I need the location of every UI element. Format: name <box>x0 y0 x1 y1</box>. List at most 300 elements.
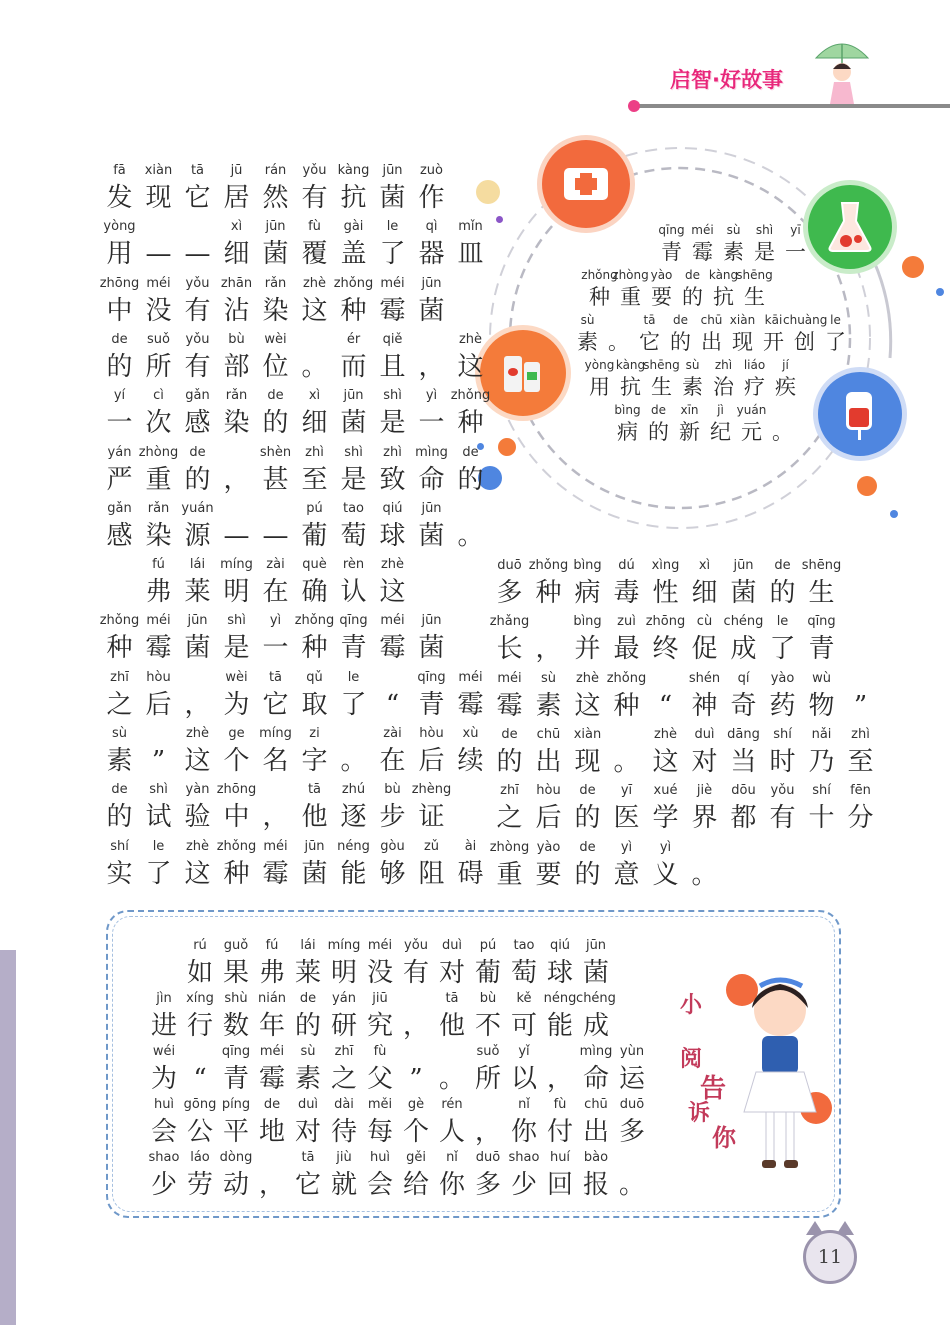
decor-dot <box>890 510 898 518</box>
hanzi: 霉 <box>457 689 484 720</box>
hanzi-cell <box>802 557 841 613</box>
hanzi: 他 <box>301 802 328 833</box>
pinyin: kě <box>516 991 532 1006</box>
pinyin: zhè <box>185 726 210 741</box>
pinyin: zhǒng <box>216 838 257 854</box>
pinyin: de <box>462 444 479 460</box>
hanzi: 待 <box>330 1117 357 1147</box>
pinyin: qīng <box>221 1044 251 1059</box>
hanzi: 素 <box>106 746 133 776</box>
hanzi: 多 <box>474 1170 501 1200</box>
hanzi: 之 <box>330 1064 357 1094</box>
hanzi: 弗 <box>145 577 172 608</box>
page-edge-tab <box>0 950 16 1325</box>
pinyin: néng <box>337 838 370 854</box>
hanzi: 盖 <box>340 239 367 270</box>
hanzi: 源 <box>184 520 211 551</box>
hanzi: ， <box>223 464 250 495</box>
hanzi: 一 <box>785 240 806 264</box>
pinyin: fú <box>265 938 279 953</box>
hanzi: 取 <box>301 689 328 720</box>
pinyin: qì <box>425 219 438 235</box>
pinyin: le <box>386 219 399 235</box>
pinyin: zhōng <box>99 275 140 291</box>
pinyin: qǔ <box>306 669 323 685</box>
pinyin: shí <box>773 726 792 742</box>
hanzi: 毒 <box>613 578 640 608</box>
pinyin: xiàn <box>729 313 756 327</box>
hanzi: 它 <box>262 689 289 720</box>
pinyin: duì <box>441 938 463 953</box>
pinyin: jūn <box>585 938 607 953</box>
hanzi: 实 <box>106 858 133 889</box>
pinyin: sù <box>726 223 741 237</box>
pinyin: wéi <box>152 1044 176 1059</box>
hanzi: 命 <box>418 464 445 495</box>
pinyin: yòng <box>103 219 136 235</box>
pinyin: zhǒng <box>99 613 140 629</box>
pinyin: bù <box>228 331 245 347</box>
hanzi: 素 <box>535 690 562 721</box>
hanzi: 学 <box>652 803 679 834</box>
hanzi: 。 <box>618 1170 645 1200</box>
pinyin: le <box>152 838 165 854</box>
pinyin: míng <box>220 557 253 573</box>
hanzi: ” <box>409 1064 423 1094</box>
pinyin: hòu <box>419 726 444 741</box>
hanzi-cell <box>736 267 773 312</box>
first-aid-kit-icon <box>542 140 630 228</box>
hanzi: 神 <box>691 690 718 721</box>
story-text-right <box>489 557 874 897</box>
hanzi: 种 <box>301 633 328 664</box>
pinyin: qiú <box>549 938 571 953</box>
pinyin: yǒu <box>302 163 327 178</box>
hanzi: 纪 <box>710 420 731 444</box>
pinyin: de <box>299 991 317 1006</box>
pinyin: qīng <box>658 223 685 237</box>
pinyin: zhī <box>110 669 129 685</box>
hanzi: 新 <box>679 420 700 444</box>
hanzi: 能 <box>340 858 367 889</box>
pinyin: de <box>685 268 700 282</box>
hanzi: ， <box>402 1011 429 1041</box>
pinyin: de <box>673 313 688 327</box>
hanzi: 青 <box>661 240 682 264</box>
pinyin: shēng <box>736 268 773 282</box>
text-line <box>146 990 666 1046</box>
hanzi: 一 <box>262 633 289 664</box>
pinyin: chū <box>536 726 561 742</box>
pinyin: cù <box>696 614 713 630</box>
hanzi: ， <box>184 689 211 720</box>
hanzi: 种 <box>106 633 133 664</box>
pinyin: bìng <box>614 403 641 417</box>
pinyin: bìng <box>573 614 602 630</box>
hanzi: 的 <box>670 330 691 354</box>
hanzi: 中 <box>223 802 250 833</box>
hanzi: 感 <box>106 520 133 551</box>
hanzi: 平 <box>222 1117 249 1147</box>
pinyin: zhè <box>575 670 600 686</box>
hanzi: 没 <box>145 295 172 326</box>
hanzi: — <box>223 520 250 551</box>
hanzi: 霉 <box>262 858 289 889</box>
hanzi-cell <box>412 162 451 218</box>
text-line <box>490 557 850 613</box>
hanzi: 病 <box>617 420 638 444</box>
hanzi: 碍 <box>457 858 484 889</box>
pinyin: de <box>263 1097 281 1112</box>
pinyin: tao <box>342 500 365 516</box>
pinyin: sù <box>300 1044 316 1059</box>
pinyin: rén <box>441 1097 463 1112</box>
pinyin: suǒ <box>147 331 170 347</box>
pinyin: yì <box>620 839 633 855</box>
hanzi: 有 <box>769 803 796 834</box>
hanzi-cell <box>614 1043 650 1099</box>
pinyin: rǎn <box>264 275 287 291</box>
pinyin: wù <box>812 670 831 686</box>
hanzi: 这 <box>457 351 484 382</box>
pinyin: zhè <box>380 557 405 573</box>
tip-label-char: 阅 <box>680 1047 703 1072</box>
hanzi: 每 <box>366 1117 393 1147</box>
hanzi-cell <box>820 312 851 357</box>
pinyin: duō <box>497 558 522 573</box>
hanzi: 用 <box>106 239 133 270</box>
hanzi: 种 <box>589 285 610 309</box>
hanzi: 之 <box>106 689 133 720</box>
hanzi: 它 <box>294 1170 321 1200</box>
hanzi: ， <box>474 1117 501 1147</box>
text-line <box>100 275 470 331</box>
hanzi: — <box>145 239 172 270</box>
hanzi: 可 <box>510 1011 537 1041</box>
hanzi <box>146 955 182 991</box>
pinyin <box>608 1149 656 1167</box>
text-line <box>146 1043 666 1099</box>
pinyin: shí <box>812 783 831 799</box>
pinyin: zhú <box>341 782 366 798</box>
hanzi: 在 <box>379 746 406 776</box>
text-line <box>572 222 822 267</box>
pinyin: yùn <box>619 1044 645 1059</box>
hanzi: 的 <box>648 420 669 444</box>
pinyin: méi <box>259 1044 285 1059</box>
pinyin: nián <box>257 991 287 1006</box>
pinyin: zài <box>266 557 285 573</box>
pinyin: wèi <box>264 331 287 347</box>
decor-dot <box>498 438 516 456</box>
pinyin: nǐ <box>446 1150 458 1165</box>
pinyin: gòu <box>380 838 405 854</box>
pinyin: de <box>579 839 596 855</box>
pinyin: zuì <box>617 614 636 630</box>
hanzi-cell <box>451 387 490 443</box>
hanzi: 染 <box>262 295 289 326</box>
pinyin: shén <box>688 670 721 686</box>
hanzi: “ <box>658 690 673 721</box>
hanzi: 莱 <box>184 577 211 608</box>
pinyin: dāng <box>727 726 760 742</box>
hanzi: 都 <box>730 803 757 834</box>
hanzi: “ <box>193 1064 207 1094</box>
pinyin: shèn <box>259 444 292 460</box>
pinyin: dōu <box>731 783 756 799</box>
hanzi: 。 <box>340 746 367 776</box>
text-line <box>100 669 484 725</box>
hanzi: 素 <box>294 1064 321 1094</box>
pinyin: jí <box>782 358 789 372</box>
pinyin: dài <box>334 1097 354 1112</box>
circle-caption-text <box>572 222 846 452</box>
hanzi: 了 <box>379 239 406 270</box>
pinyin: shì <box>755 223 774 237</box>
blood-bag-icon <box>818 372 902 456</box>
hanzi: 一 <box>106 408 133 439</box>
pinyin: gài <box>343 219 364 235</box>
hanzi: 细 <box>223 239 250 270</box>
hanzi: 长 <box>496 634 523 665</box>
decor-dot <box>857 476 877 496</box>
hanzi: 以 <box>510 1064 537 1094</box>
pinyin: nǐ <box>518 1097 530 1112</box>
hanzi: 染 <box>223 408 250 439</box>
pinyin: zuò <box>419 163 444 178</box>
hanzi: 素 <box>682 375 703 399</box>
hanzi: 它 <box>639 330 660 354</box>
hanzi-cell <box>412 275 451 331</box>
hanzi: 多 <box>618 1117 645 1147</box>
pinyin: qīng <box>417 669 446 685</box>
pinyin: rú <box>193 938 207 953</box>
pinyin: qí <box>737 670 750 686</box>
text-line <box>100 387 491 443</box>
pinyin: yǒu <box>770 783 795 799</box>
hanzi: 明 <box>330 958 357 988</box>
pinyin: zài <box>383 726 402 741</box>
hanzi: 有 <box>184 351 211 382</box>
hanzi: 重 <box>620 285 641 309</box>
hanzi: 地 <box>258 1117 285 1147</box>
hanzi: 有 <box>184 295 211 326</box>
hanzi: 菌 <box>379 183 406 213</box>
hanzi: 感 <box>184 408 211 439</box>
hanzi: 疾 <box>775 375 796 399</box>
pinyin: zhǒng <box>581 268 618 282</box>
pinyin: de <box>111 331 128 347</box>
pinyin: zhǒng <box>528 558 569 573</box>
pinyin: pú <box>306 500 323 516</box>
pinyin: píng <box>221 1097 251 1112</box>
hanzi: 至 <box>847 746 874 777</box>
pinyin: sù <box>111 726 127 741</box>
pinyin: mìng <box>579 1044 613 1059</box>
hanzi: 是 <box>379 408 406 439</box>
pinyin: yī <box>620 783 633 799</box>
hanzi: 会 <box>366 1170 393 1200</box>
hanzi-cell <box>767 402 798 447</box>
pinyin: xiàn <box>144 163 173 178</box>
hanzi-cell <box>451 331 490 387</box>
hanzi: 最 <box>613 634 640 665</box>
hanzi: 青 <box>340 633 367 664</box>
decor-dot <box>902 256 924 278</box>
hanzi: 。 <box>608 330 629 354</box>
pinyin: jiè <box>696 783 713 799</box>
hanzi: ， <box>262 802 289 833</box>
pinyin <box>761 402 804 418</box>
pinyin: liáo <box>743 358 766 372</box>
hanzi: 后 <box>145 689 172 720</box>
pinyin: jì <box>717 403 724 417</box>
pinyin: shí <box>110 838 129 854</box>
hanzi: 时 <box>769 746 796 777</box>
hanzi: 名 <box>262 746 289 776</box>
pinyin: de <box>111 782 128 798</box>
hanzi: 种 <box>535 578 562 608</box>
hanzi: 就 <box>330 1170 357 1200</box>
pinyin: chuàng <box>783 313 828 327</box>
text-line <box>100 218 484 274</box>
hanzi: 。 <box>438 1064 465 1094</box>
hanzi-cell <box>578 990 614 1046</box>
pinyin: jūn <box>265 219 286 235</box>
decor-dot <box>476 180 500 204</box>
hanzi: 青 <box>222 1064 249 1094</box>
text-line <box>490 839 850 895</box>
text-line <box>490 782 874 838</box>
pinyin: yì <box>269 613 282 629</box>
pinyin: hòu <box>536 783 561 799</box>
pinyin: zhān <box>220 275 253 291</box>
hanzi-cell <box>451 444 490 500</box>
hanzi: 为 <box>150 1064 177 1094</box>
hanzi: 究 <box>366 1011 393 1041</box>
hanzi: 菌 <box>262 239 289 270</box>
pinyin: lái <box>300 938 316 953</box>
pinyin: yòng <box>584 358 615 372</box>
hanzi: 的 <box>682 285 703 309</box>
tip-label-char: 你 <box>712 1124 736 1152</box>
pinyin: xīn <box>680 403 699 417</box>
pinyin: shì <box>344 444 363 460</box>
hanzi: 菌 <box>418 633 445 664</box>
hanzi: 菌 <box>418 295 445 326</box>
hanzi: 器 <box>418 239 445 270</box>
hanzi: 青 <box>418 689 445 720</box>
text-line <box>100 162 470 218</box>
pinyin: jūn <box>421 613 442 629</box>
pinyin: lái <box>189 557 206 573</box>
pinyin: ge <box>228 726 245 741</box>
hanzi: 的 <box>496 746 523 777</box>
hanzi: 莱 <box>294 958 321 988</box>
pinyin: jūn <box>421 500 442 516</box>
pinyin: rèn <box>342 557 365 573</box>
pinyin <box>679 839 730 857</box>
hanzi: 发 <box>106 183 133 213</box>
decor-dot <box>936 288 944 296</box>
pinyin: zhǒng <box>333 275 374 291</box>
hanzi: 疗 <box>744 375 765 399</box>
pinyin: zhǒng <box>450 388 491 404</box>
hanzi: 能 <box>546 1011 573 1041</box>
text-line <box>146 937 666 993</box>
pinyin: tao <box>513 938 535 953</box>
pinyin: tā <box>301 1150 315 1165</box>
hanzi: 作 <box>418 183 445 213</box>
hanzi: 病 <box>574 578 601 608</box>
hanzi: 出 <box>535 746 562 777</box>
hanzi: 位 <box>262 351 289 382</box>
page-number: 11 <box>803 1230 857 1284</box>
pinyin: yuán <box>181 500 214 516</box>
pinyin: cì <box>153 388 164 404</box>
hanzi: 弗 <box>258 958 285 988</box>
pinyin: zhì <box>383 444 402 460</box>
pinyin: ér <box>346 331 361 347</box>
pinyin: bìng <box>573 558 602 573</box>
hanzi: 萄 <box>340 520 367 551</box>
pinyin: de <box>501 726 518 742</box>
cheerleader-girl-icon <box>720 962 840 1182</box>
hanzi: 重 <box>496 859 523 890</box>
pinyin: fù <box>308 219 321 235</box>
hanzi-cell <box>841 726 880 782</box>
hanzi: 成 <box>582 1011 609 1041</box>
hanzi-cell <box>412 781 451 837</box>
hanzi: 严 <box>106 464 133 495</box>
pinyin: fù <box>553 1097 567 1112</box>
hanzi: 致 <box>379 464 406 495</box>
pinyin: yào <box>650 268 673 282</box>
pinyin: tā <box>190 163 205 178</box>
hanzi-cell <box>451 500 490 556</box>
hanzi: 沾 <box>223 295 250 326</box>
hanzi: 在 <box>262 577 289 608</box>
hanzi: 后 <box>418 746 445 776</box>
hanzi: 球 <box>379 520 406 551</box>
pinyin: méi <box>367 938 393 953</box>
hanzi: 素 <box>577 330 598 354</box>
hanzi: 霉 <box>496 690 523 721</box>
hanzi: 续 <box>457 746 484 776</box>
pinyin: xiàn <box>573 726 602 742</box>
hanzi: 霉 <box>379 633 406 664</box>
hanzi: 菌 <box>418 520 445 551</box>
hanzi: 对 <box>691 746 718 777</box>
hanzi: 界 <box>691 803 718 834</box>
hanzi: 促 <box>691 634 718 665</box>
pinyin: gǎn <box>107 500 132 516</box>
pinyin: xù <box>462 726 479 741</box>
text-line <box>146 1096 666 1152</box>
hanzi: 有 <box>402 958 429 988</box>
hanzi: 而 <box>340 351 367 382</box>
text-line <box>100 444 484 500</box>
hanzi: 回 <box>546 1170 573 1200</box>
pinyin: qīng <box>807 614 836 630</box>
pinyin: zi <box>309 726 320 741</box>
pinyin: zhī <box>500 783 519 799</box>
text-line <box>490 670 868 726</box>
pinyin: xì <box>230 219 243 235</box>
hanzi: 年 <box>258 1011 285 1041</box>
pinyin: jūn <box>733 558 754 573</box>
hanzi: 个 <box>402 1117 429 1147</box>
